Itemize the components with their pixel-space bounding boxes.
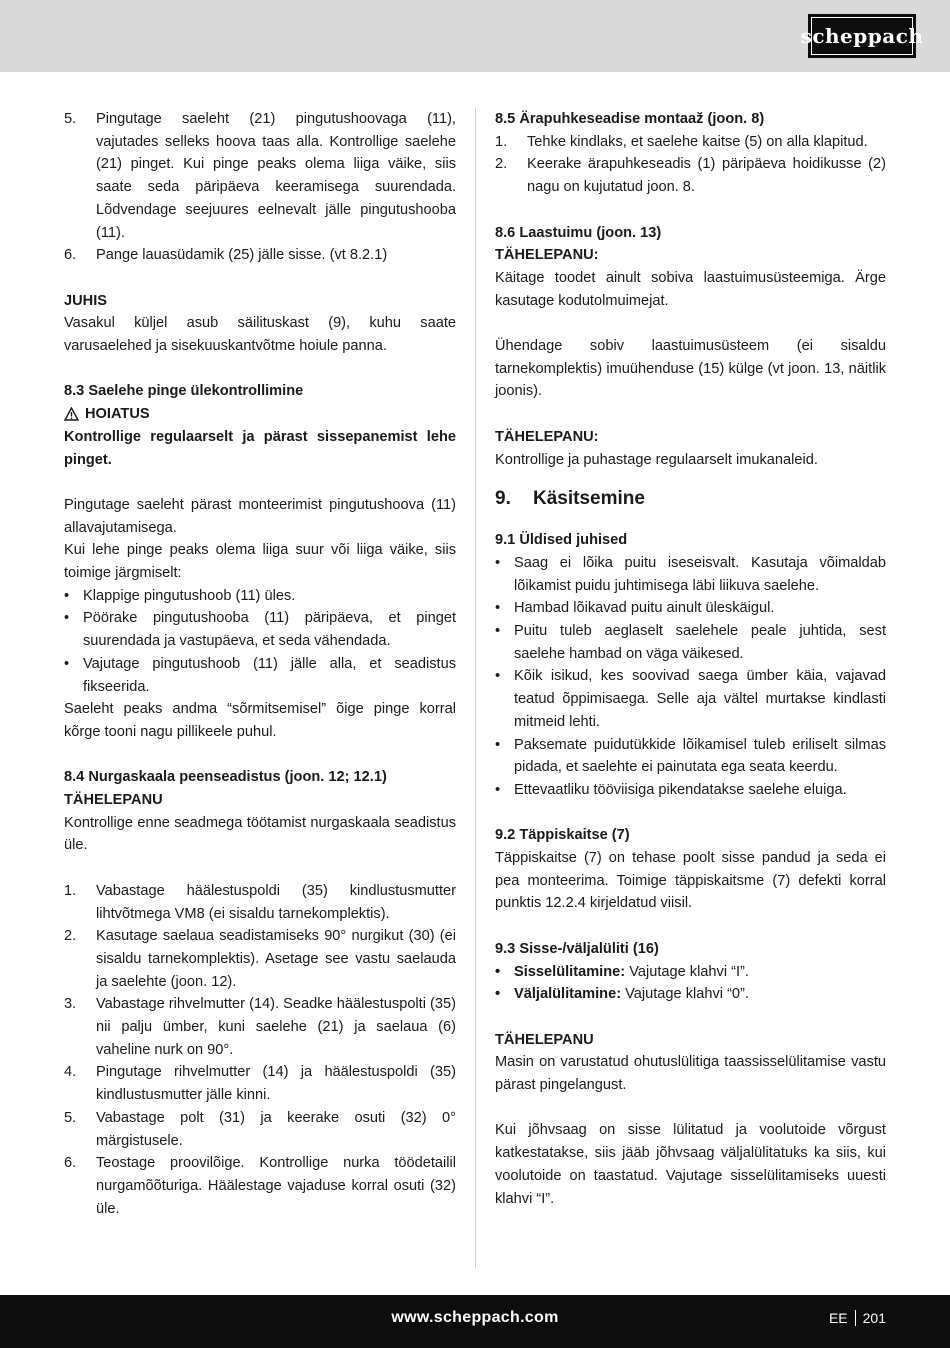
note-text: Kontrollige enne seadmega töötamist nurgaskaala seadistus üle. (64, 814, 456, 854)
list-item: • Ettevaatliku tööviisiga pikendatakse saelehe eluiga. (495, 781, 847, 798)
brand-logo (800, 14, 924, 58)
note-text: Käitage toodet ainult sobiva laastuimusüsteemiga. Ärge kasutage kodutolmuimejat. (495, 269, 886, 309)
language-code: EE (828, 1310, 848, 1326)
section-9-3-heading: 9.3 Sisse-/väljalüliti (16) (495, 940, 659, 957)
list-item: 1. Tehke kindlaks, et saelehe kaitse (5) on alla klapitud. (495, 133, 868, 150)
paragraph: Kui jõhvsaag on sisse lülitatud ja voolutoide võrgust katkestatakse, siis jääb jõhvsaag väljalülitatuks ka siis, kui voolutoide on taastatud. Vajutage sisselülitamiseks uuesti klahvi “I”. (495, 1122, 886, 1207)
page-number-value: 201 (862, 1310, 886, 1326)
list-item: • Hambad lõikavad puitu ainult üleskäigul. (495, 600, 775, 617)
list-item: • Kõik isikud, kes soovivad saega ümber käia, vajavad teatud õppimisaega. Selle aja vältel murtakse kindlasti mitmeid lehti. (495, 668, 886, 730)
paragraph: Pingutage saeleht pärast monteerimist pingutushoova (11) allavajutamisega. (64, 496, 456, 536)
numbered-list (495, 131, 886, 199)
switch-list (495, 961, 886, 1006)
website-link[interactable]: www.scheppach.com (391, 1309, 559, 1326)
section-8-6-heading: 8.6 Laastuimu (joon. 13) (495, 224, 662, 241)
warning-text: Kontrollige regulaarselt ja pärast sissepanemist lehe pinget. (64, 428, 456, 468)
note-heading: TÄHELEPANU: (495, 247, 599, 264)
list-item: • Puitu tuleb aeglaselt saelehele peale juhtida, sest saelehe hambad on väga väikesed. (495, 623, 886, 662)
list-item: 2. Keerake ärapuhkeseadis (1) päripäeva hoidikusse (2) nagu on kujutatud joon. 8. (495, 156, 886, 196)
column-divider (475, 108, 476, 1268)
juhis-heading: JUHIS (64, 292, 107, 309)
list-item: 5. Vabastage polt (31) ja keerake osuti (32) 0° märgistusele. (64, 1109, 456, 1149)
section-9-1-heading: 9.1 Üldised juhised (495, 532, 628, 549)
list-item: 5. Pingutage saeleht (21) pingutushoovaga (11), vajutades selleks hoova taas alla. Kontrollige saelehe (21) pinget. Kui pinge peaks olema liiga väike, siis saate seda päripäeva keeramisega suurendada. Lõdvendage seejuures eelnevalt jälle pingutushooba (11). (64, 111, 456, 241)
list-item: • Vajutage pingutushoob (11) jälle alla, et seadistus fikseerida. (64, 655, 456, 695)
right-column (495, 108, 886, 1210)
warning-triangle-icon (64, 407, 79, 421)
list-item: 6. Teostage proovilõige. Kontrollige nurka töödetailil nurgamõõturiga. Häälestage vajaduse korral osuti (32) üle. (64, 1155, 456, 1217)
left-column (64, 108, 456, 1220)
chapter-9-heading: 9. Käsitsemine (495, 488, 645, 510)
numbered-list (64, 880, 456, 1221)
page-number (829, 1310, 886, 1326)
list-item: 6. Pange lauasüdamik (25) jälle sisse. (vt 8.2.1) (64, 247, 388, 264)
paragraph: Kui lehe pinge peaks olema liiga suur või liiga väike, siis toimige järgmiselt: (64, 542, 456, 582)
section-9-2-heading: 9.2 Täppiskaitse (7) (495, 827, 630, 844)
note-text: Masin on varustatud ohutuslülitiga taassisselülitamise vastu pärast pingelangust. (495, 1054, 886, 1094)
juhis-text: Vasakul küljel asub säilituskast (9), kuhu saate varusaelehed ja sisekuuskantvõtme hoiule panna. (64, 315, 456, 355)
list-item: 1. Vabastage häälestuspoldi (35) kindlustusmutter lihtvõtmega VM8 (ei sisaldu tarnekomplektis). (64, 882, 456, 922)
note-heading: TÄHELEPANU (64, 792, 163, 809)
note-text: Kontrollige ja puhastage regulaarselt imukanaleid. (495, 451, 818, 468)
section-8-4-heading: 8.4 Nurgaskaala peenseadistus (joon. 12; 12.1) (64, 769, 387, 786)
footer-bar (0, 1295, 950, 1348)
brand-logo-text: scheppach (800, 24, 924, 48)
paragraph: Ühendage sobiv laastuimusüsteem (ei sisaldu tarnekomplektis) imuühenduse (15) külge (vt joon. 13, näitlik joonis). (495, 338, 886, 400)
note-heading: TÄHELEPANU (495, 1031, 594, 1048)
header-bar (0, 0, 950, 72)
list-item: • Paksemate puidutükkide lõikamisel tuleb eriliselt silmas pidada, et saelehte ei painutata ega seata keerdu. (495, 736, 886, 776)
list-item: • Saag ei lõika puitu iseseisvalt. Kasutaja võimaldab lõikamist puidu juhtimisega läbi liikuva saelehe. (495, 554, 886, 594)
list-item: 3. Vabastage rihvelmutter (14). Seadke häälestuspolti (35) nii palju ümber, kuni saelehe (21) ja saelaua (6) vaheline nurk on 90°. (64, 996, 456, 1058)
divider (855, 1310, 856, 1326)
bullet-list (495, 552, 886, 802)
section-8-3-heading: 8.3 Saelehe pinge ülekontrollimine (64, 383, 304, 400)
list-item: 4. Pingutage rihvelmutter (14) ja häälestuspoldi (35) kindlustusmutter jälle kinni. (64, 1064, 456, 1104)
paragraph: Täppiskaitse (7) on tehase poolt sisse pandud ja seda ei pea monteerima. Toimige täppiskaitsme (7) defekti korral punktis 12.2.4 kirjeldatud viisil. (495, 850, 886, 912)
list-item: • Sisselülitamine: Vajutage klahvi “I”. (495, 963, 749, 980)
section-8-5-heading: 8.5 Ärapuhkeseadise montaaž (joon. 8) (495, 111, 765, 127)
list-item: • Pöörake pingutushooba (11) päripäeva, et pinget suurendada ja vastupäeva, et seda vähendada. (64, 610, 456, 650)
list-item: • Klappige pingutushoob (11) üles. (64, 587, 296, 604)
bullet-list (64, 585, 456, 699)
list-item: 2. Kasutage saelaua seadistamiseks 90° nurgikut (30) (ei sisaldu tarnekomplektis). Asetage see vastu saelauda ja saelehte (joon. 12). (64, 928, 456, 990)
list-item: • Väljalülitamine: Vajutage klahvi “0”. (495, 986, 749, 1003)
note-heading: TÄHELEPANU: (495, 428, 599, 445)
top-numbered-list (64, 108, 456, 267)
paragraph: Saeleht peaks andma “sõrmitsemisel” õige pinge korral kõrge tooni nagu pillikeele puhul. (64, 701, 456, 740)
warning-heading: HOIATUS (64, 403, 456, 426)
